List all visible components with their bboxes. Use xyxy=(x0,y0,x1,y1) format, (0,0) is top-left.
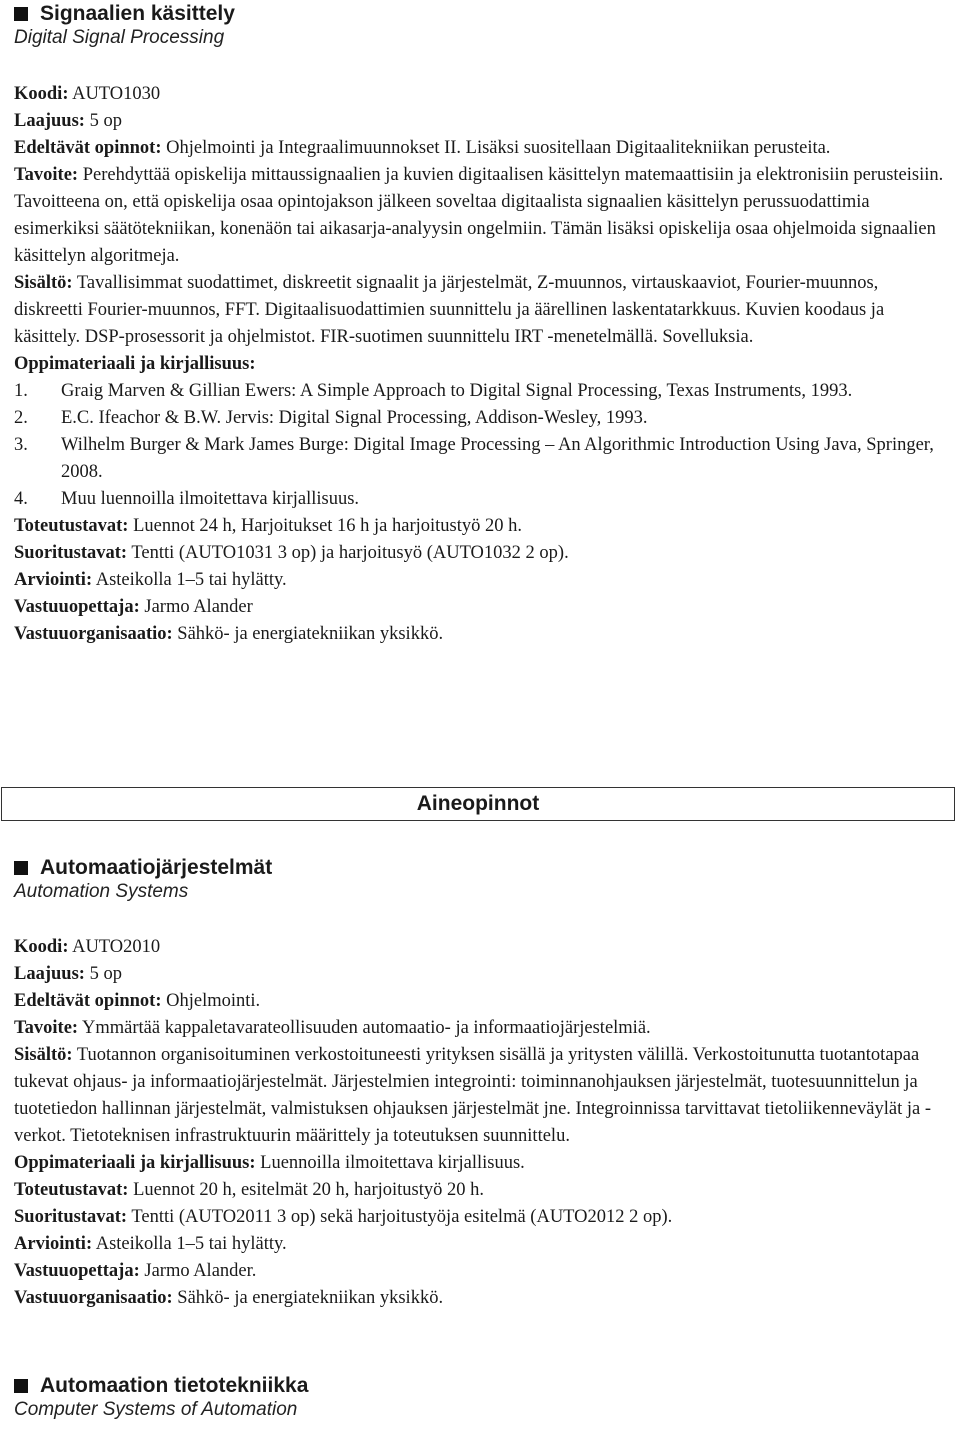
literature-number: 3. xyxy=(14,435,28,455)
field-label: Tavoite: xyxy=(14,165,79,185)
field-label: Oppimateriaali ja kirjallisuus: xyxy=(14,354,256,374)
literature-number: 2. xyxy=(14,408,28,428)
field-label: Koodi: xyxy=(14,937,69,957)
field-value: AUTO1030 xyxy=(68,84,161,104)
field-value: Asteikolla 1–5 tai hylätty. xyxy=(92,1234,287,1254)
square-bullet-icon xyxy=(14,1379,28,1393)
field-value: Luennoilla ilmoitettava kirjallisuus. xyxy=(255,1153,525,1173)
field-label: Sisältö: xyxy=(14,1045,73,1065)
field-value: Jarmo Alander xyxy=(139,597,253,617)
course-title xyxy=(14,856,944,880)
field-value: Tavallisimmat suodattimet, diskreetit signaalit ja järjestelmät, Z-muunnos, virtauskaaviot, Fourier-muunnos, diskreetti Fourier-muunnos, FFT. Digitaalisuodattimien suunnittelu ja äärellinen laskentatarkkuus. Kuvien koodaus ja käsittely. DSP-prosessorit ja ohjelmistot. FIR-suotimen suunnittelu IRT -menetelmällä. Sovelluksia. xyxy=(14,273,885,347)
field-value: Ymmärtää kappaletavarateollisuuden automaatio- ja informaatiojärjestelmiä. xyxy=(78,1018,651,1038)
course-automaation-tietotekniikka xyxy=(14,1374,944,1422)
course-title xyxy=(14,1374,944,1398)
field-vastuuorganisaatio xyxy=(14,1285,944,1312)
field-value: Sähkö- ja energiatekniikan yksikkö. xyxy=(172,1288,444,1308)
literature-text: Muu luennoilla ilmoitettava kirjallisuus. xyxy=(61,489,360,509)
field-label: Tavoite: xyxy=(14,1018,79,1038)
field-tavoite xyxy=(14,162,944,270)
literature-item xyxy=(14,378,944,405)
field-label: Koodi: xyxy=(14,84,69,104)
course-title-text: Automaation tietotekniikka xyxy=(40,1374,309,1397)
course-automaatiojarjestelmat xyxy=(14,856,944,1312)
field-value: AUTO2010 xyxy=(68,937,161,957)
field-label: Suoritustavat: xyxy=(14,543,128,563)
field-vastuuopettaja xyxy=(14,594,944,621)
field-value: Jarmo Alander. xyxy=(139,1261,257,1281)
field-label: Vastuuopettaja: xyxy=(14,1261,140,1281)
field-laajuus xyxy=(14,961,944,988)
field-tavoite xyxy=(14,1015,944,1042)
field-vastuuopettaja xyxy=(14,1258,944,1285)
field-oppimateriaali xyxy=(14,1150,944,1177)
field-edeltavat-opinnot xyxy=(14,135,944,162)
literature-text: Wilhelm Burger & Mark James Burge: Digital Image Processing – An Algorithmic Introduction Using Java, Springer, 2008. xyxy=(61,435,934,482)
field-label: Edeltävät opinnot: xyxy=(14,138,162,158)
field-arviointi xyxy=(14,567,944,594)
field-sisalto xyxy=(14,270,944,351)
field-value: Tentti (AUTO2011 3 op) sekä harjoitustyöja esitelmä (AUTO2012 2 op). xyxy=(127,1207,673,1227)
field-suoritustavat xyxy=(14,1204,944,1231)
literature-item xyxy=(14,486,944,513)
field-value: Luennot 24 h, Harjoitukset 16 h ja harjoitustyö 20 h. xyxy=(128,516,523,536)
literature-text: E.C. Ifeachor & B.W. Jervis: Digital Signal Processing, Addison-Wesley, 1993. xyxy=(61,408,648,428)
field-laajuus xyxy=(14,108,944,135)
field-label: Oppimateriaali ja kirjallisuus: xyxy=(14,1153,256,1173)
field-value: Ohjelmointi ja Integraalimuunnokset II. Lisäksi suositellaan Digitaalitekniikan perusteita. xyxy=(161,138,831,158)
literature-text: Graig Marven & Gillian Ewers: A Simple Approach to Digital Signal Processing, Texas Instruments, 1993. xyxy=(61,381,853,401)
field-label: Toteutustavat: xyxy=(14,516,129,536)
literature-number: 4. xyxy=(14,489,28,509)
field-label: Vastuuorganisaatio: xyxy=(14,624,173,644)
field-oppimateriaali xyxy=(14,351,944,378)
literature-number: 1. xyxy=(14,381,28,401)
literature-list xyxy=(14,378,944,513)
field-edeltavat-opinnot xyxy=(14,988,944,1015)
field-value: 5 op xyxy=(84,964,122,984)
field-value: Perehdyttää opiskelija mittaussignaalien ja kuvien digitaalisen käsittelyn matemaattisiin ja elektronisiin perusteisiin. Tavoitteena on, että opiskelija osaa opintojakson jälkeen soveltaa digitaalista signaalien käsittelyn perussuodattimia esimerkiksi säätötekniikan, konenäön tai aikasarja-analyysin ongelmiin. Tämän lisäksi opiskelija osaa ohjelmoida signaalien käsittelyn algoritmeja. xyxy=(14,165,944,266)
field-value: Luennot 20 h, esitelmät 20 h, harjoitustyö 20 h. xyxy=(128,1180,485,1200)
literature-item xyxy=(14,432,944,486)
field-suoritustavat xyxy=(14,540,944,567)
course-title xyxy=(14,2,944,26)
course-title-text: Automaatiojärjestelmät xyxy=(40,856,273,879)
square-bullet-icon xyxy=(14,7,28,21)
field-label: Arviointi: xyxy=(14,570,93,590)
field-value: Sähkö- ja energiatekniikan yksikkö. xyxy=(172,624,444,644)
field-value: Ohjelmointi. xyxy=(161,991,261,1011)
field-label: Suoritustavat: xyxy=(14,1207,128,1227)
field-value: Tentti (AUTO1031 3 op) ja harjoitusyö (AUTO1032 2 op). xyxy=(127,543,569,563)
field-koodi xyxy=(14,934,944,961)
field-label: Vastuuorganisaatio: xyxy=(14,1288,173,1308)
literature-item xyxy=(14,405,944,432)
field-sisalto xyxy=(14,1042,944,1150)
course-subtitle: Digital Signal Processing xyxy=(14,27,225,48)
field-label: Laajuus: xyxy=(14,964,85,984)
field-value: 5 op xyxy=(84,111,122,131)
course-subtitle: Computer Systems of Automation xyxy=(14,1399,298,1420)
section-title: Aineopinnot xyxy=(416,792,540,815)
section-header-aineopinnot xyxy=(1,787,955,821)
course-signaalien-kasittely xyxy=(14,0,944,648)
field-vastuuorganisaatio xyxy=(14,621,944,648)
field-label: Edeltävät opinnot: xyxy=(14,991,162,1011)
field-label: Toteutustavat: xyxy=(14,1180,129,1200)
field-label: Vastuuopettaja: xyxy=(14,597,140,617)
field-koodi xyxy=(14,81,944,108)
field-toteutustavat xyxy=(14,1177,944,1204)
course-subtitle: Automation Systems xyxy=(14,881,189,902)
field-label: Arviointi: xyxy=(14,1234,93,1254)
field-toteutustavat xyxy=(14,513,944,540)
field-value: Asteikolla 1–5 tai hylätty. xyxy=(92,570,287,590)
field-value: Tuotannon organisoituminen verkostoituneesti yrityksen sisällä ja yritysten välillä. Verkostoitunutta tuotantotapaa tukevat ohjaus- ja informaatiojärjestelmät. Järjestelmien integrointi: toiminnanohjauksen järjestelmät, tuotesuunnittelun ja tuotetiedon hallinnan järjestelmät, valmistuksen ohjauksen järjestelmät jne. Integroinnissa tarvittavat tietoliikenneväylät ja -verkot. Tietoteknisen infrastruktuurin määrittely ja toteutuksen suunnittelu. xyxy=(14,1045,932,1146)
course-title-text: Signaalien käsittely xyxy=(40,2,235,25)
square-bullet-icon xyxy=(14,861,28,875)
field-label: Sisältö: xyxy=(14,273,73,293)
field-arviointi xyxy=(14,1231,944,1258)
field-label: Laajuus: xyxy=(14,111,85,131)
